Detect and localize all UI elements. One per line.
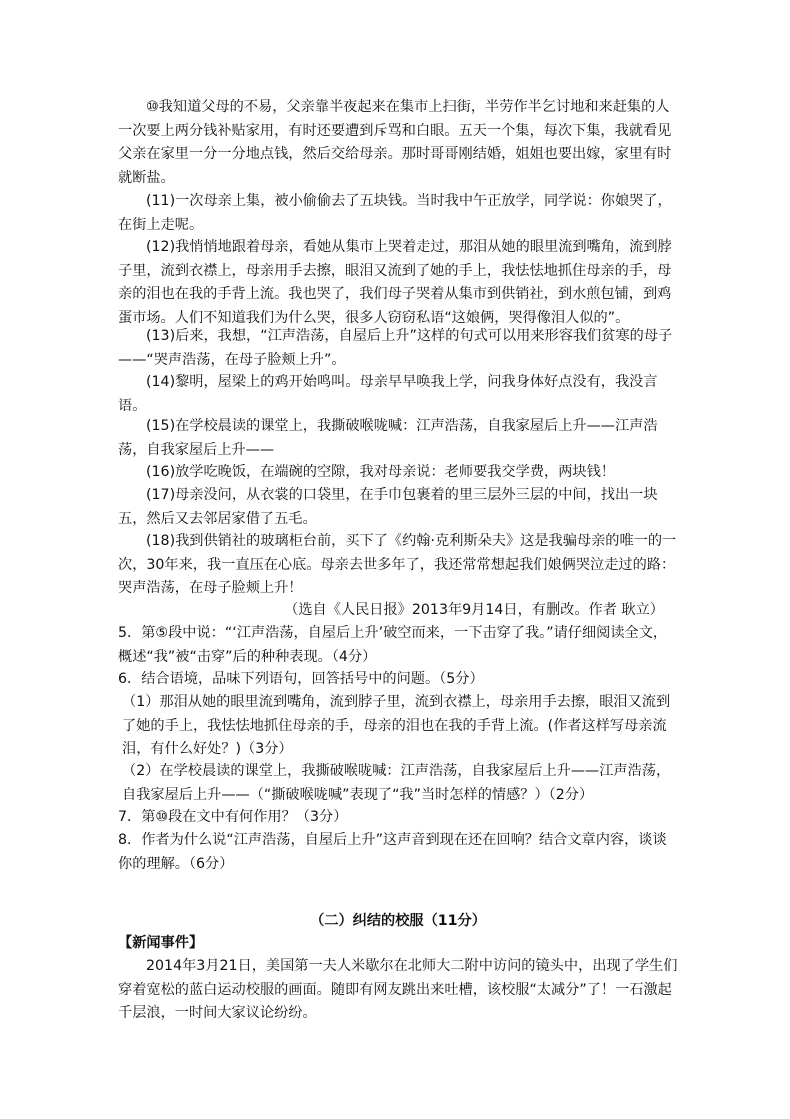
question-6-part-2: （2）在学校晨读的课堂上，我撕破喉咙喊：江声浩荡，自我家屋后上升——江声浩荡，自我家屋后上升——（“撕破喉咙喊”表现了“我”当时怎样的情感？）（2分） bbox=[122, 763, 671, 803]
paragraph-13: (13)后来，我想，“江声浩荡，自屋后上升”这样的句式可以用来形容我们贫寒的母子——“哭声浩荡，在母子脸颊上升”。 bbox=[118, 328, 673, 368]
question-6: 6．结合语境，品味下列语句，回答括号中的问题。（5分） bbox=[118, 671, 484, 687]
paragraph-10: ⑩我知道父母的不易，父亲靠半夜起来在集市上扫街，半劳作半乞讨地和来赶集的人一次要上两分钱补贴家用，有时还要遭到斥骂和白眼。五天一个集，每次下集，我就看见父亲在家里一分一分地点钱，然后交给母亲。那时哥哥刚结婚，姐姐也要出嫁，家里有时就断盐。 bbox=[118, 99, 672, 186]
paragraph-14: (14)黎明，屋梁上的鸡开始鸣叫。母亲早早唤我上学，问我身体好点没有，我没言语。 bbox=[118, 374, 658, 414]
question-8: 8．作者为什么说“江声浩荡，自屋后上升”这声音到现在还在回响？结合文章内容，谈谈你的理解。（6分） bbox=[118, 832, 667, 872]
news-event-tag: 【新闻事件】 bbox=[118, 935, 204, 951]
news-event-paragraph: 2014年3月21日，美国第一夫人米歇尔在北师大二附中访问的镜头中，出现了学生们穿着宽松的蓝白运动校服的画面。随即有网友跳出来吐槽，该校服“太减分”了！一石激起千层浪，一时间大家议论纷纷。 bbox=[118, 958, 678, 1022]
question-6-part-1: （1）那泪从她的眼里流到嘴角，流到脖子里，流到衣襟上，母亲用手去擦，眼泪又流到了她的手上，我怯怯地抓住母亲的手，母亲的泪也在我的手背上流。(作者这样写母亲流泪，有什么好处？)（3分） bbox=[122, 694, 671, 758]
source-citation: （选自《人民日报》2013年9月14日，有删改。作者 耿立） bbox=[284, 602, 664, 618]
paragraph-17: (17)母亲没问，从衣裳的口袋里，在手巾包裹着的里三层外三层的中间，找出一块五，然后又去邻居家借了五毛。 bbox=[118, 487, 658, 527]
paragraph-12: (12)我悄悄地跟着母亲，看她从集市上哭着走过，那泪从她的眼里流到嘴角，流到脖子里，流到衣襟上，母亲用手去擦，眼泪又流到了她的手上，我怯怯地抓住母亲的手，母亲的泪也在我的手背上流。我也哭了，我们母子哭着从集市到供销社，到水煎包铺，到鸡蛋市场。人们不知道我们为什么哭，很多人窃窃私语“这娘俩，哭得像泪人似的”。 bbox=[118, 239, 672, 326]
paragraph-11: (11)一次母亲上集，被小偷偷去了五块钱。当时我中午正放学，同学说：你娘哭了，在街上走呢。 bbox=[118, 193, 672, 233]
paragraph-16: (16)放学吃晚饭，在端碗的空隙，我对母亲说：老师要我交学费，两块钱！ bbox=[146, 464, 615, 480]
paragraph-15: (15)在学校晨读的课堂上，我撕破喉咙喊：江声浩荡，自我家屋后上升——江声浩荡，自我家屋后上升—— bbox=[118, 418, 658, 458]
section-title: （二）纠结的校服（11分） bbox=[310, 913, 486, 929]
paragraph-18: (18)我到供销社的玻璃柜台前，买下了《约翰·克利斯朵夫》这是我骗母亲的唯一的一次，30年来，我一直压在心底。母亲去世多年了，我还常常想起我们娘俩哭泣走过的路：哭声浩荡，在母子脸颊上升！ bbox=[118, 533, 677, 597]
question-5: 5．第⑤段中说：“‘江声浩荡，自屋后上升’破空而来，一下击穿了我。”请仔细阅读全文，概述“我”被“击穿”后的种种表现。（4分） bbox=[118, 625, 668, 665]
question-7: 7．第⑩段在文中有何作用？（3分） bbox=[118, 809, 348, 825]
